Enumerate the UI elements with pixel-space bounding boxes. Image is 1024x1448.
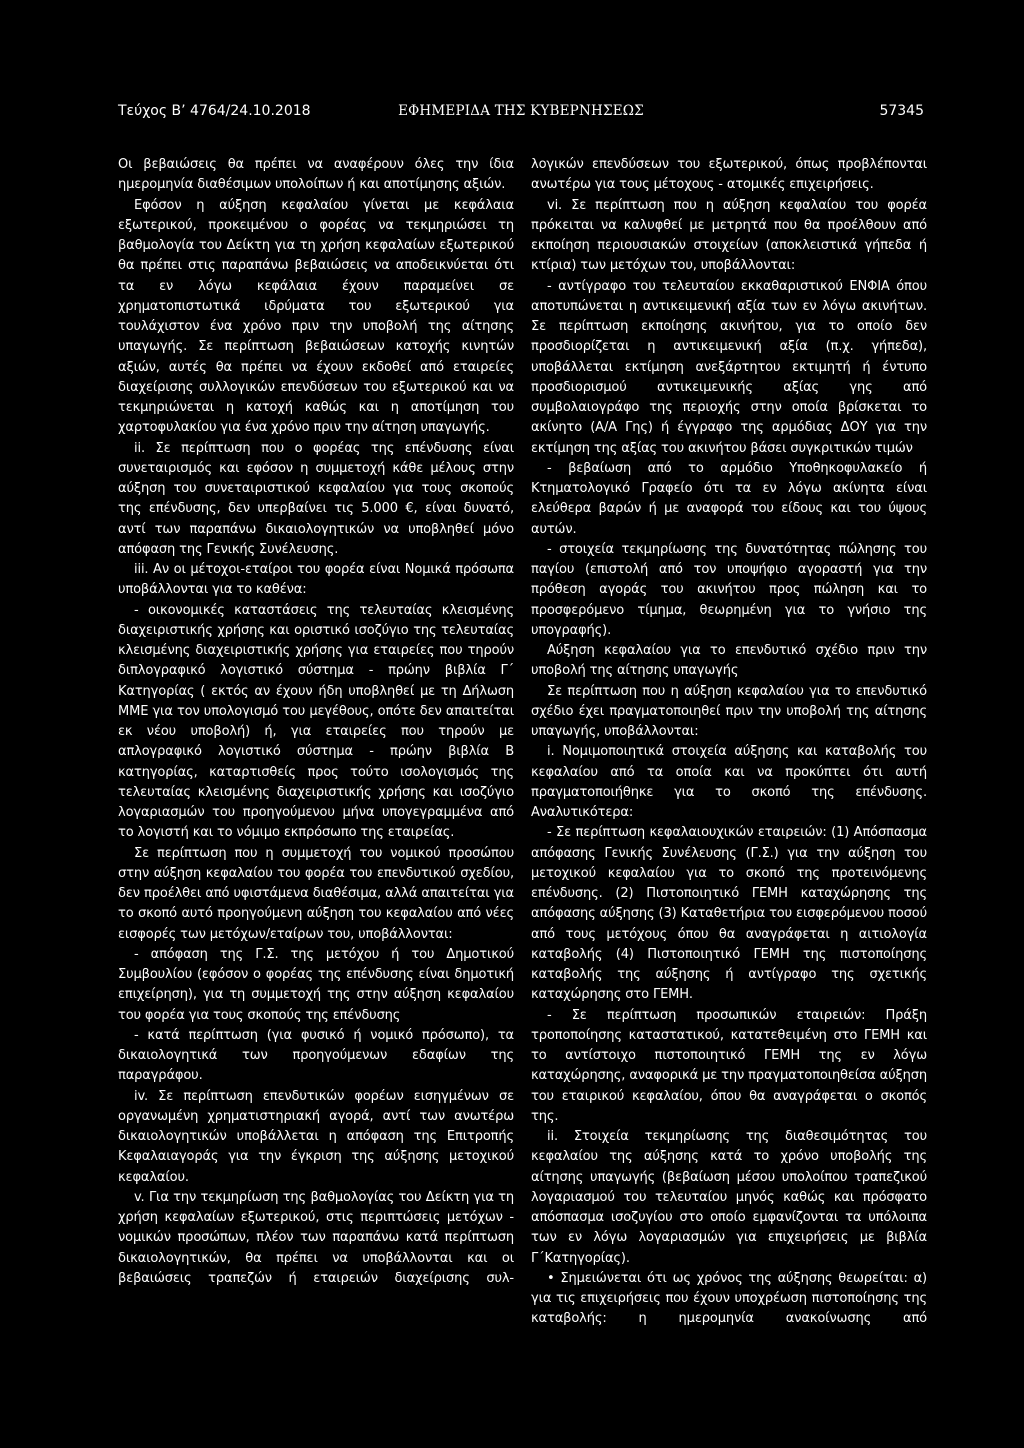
paragraph: • Σημειώνεται ότι ως χρόνος της αύξησης θεωρείται: α) για τις επιχειρήσεις που έχουν υποχρέωση πιστοποίησης της καταβολής: η ημερομηνία ανακοίνωσης από bbox=[531, 1270, 927, 1327]
paragraph: ii. Σε περίπτωση που ο φορέας της επένδυσης είναι συνεταιρισμός και εφόσον η συμμετοχή κάθε μέλους στην αύξηση του συνεταιριστικού κεφαλαίου για τους σκοπούς της επένδυσης, δεν υπερβαίνει τις 5.000 €, είναι δυνατό, αντί των παραπάνω δικαιολογητικών να υποβληθεί μόνο απόφαση της Γενικής Συνέλευσης. bbox=[118, 440, 514, 557]
paragraph: - αντίγραφο του τελευταίου εκκαθαριστικού ΕΝΦΙΑ όπου αποτυπώνεται η αντικειμενική αξία των εν λόγω ακινήτων. Σε περίπτωση εκποίησης ακινήτου, για το οποίο δεν προσδιορίζεται η αντικειμενική αξία (π.χ. γήπεδα), υποβάλλεται εκτίμηση ανεξάρτητου εκτιμητή ή έντυπο προσδιορισμού αντικειμενικής αξίας γης από συμβολαιογράφο της περιοχής στην οποία βρίσκεται το ακίνητο (Α/Α Γης) ή έγγραφο της αρμόδιας ΔΟΥ για την εκτίμηση της αξίας του ακινήτου βάσει συγκριτικών τιμών bbox=[531, 278, 927, 456]
paragraph: - βεβαίωση από το αρμόδιο Υποθηκοφυλακείο ή Κτηματολογικό Γραφείο ότι τα εν λόγω ακίνητα είναι ελεύθερα βαρών ή με αναφορά του είδους και του ύψους αυτών. bbox=[531, 460, 927, 537]
paragraph: - οικονομικές καταστάσεις της τελευταίας κλεισμένης διαχειριστικής χρήσης και οριστικό ισοζύγιο της τελευταίας κλεισμένης διαχειριστικής χρήσης για εταιρείες που τηρούν διπλογραφικό λογιστικό σύστημα - πρώην βιβλία Γ΄ Κατηγορίας ( εκτός αν έχουν ήδη υποβληθεί με τη Δήλωση ΜΜΕ για τον υπολογισμό του μεγέθους, οπότε δεν απαιτείται εκ νέου υποβολή) ή, για εταιρείες που τηρούν με απλογραφικό λογιστικό σύστημα - πρώην βιβλία Β κατηγορίας, καταρτισθείς προς τούτο ισολογισμός της τελευταίας κλεισμένης διαχειριστικής χρήσης και ισοζύγιο λογαριασμών του προηγούμενου μήνα υπογεγραμμένα από το λογιστή και το νόμιμο εκπρόσωπο της εταιρείας. bbox=[118, 602, 514, 841]
publication-title: ΕΦΗΜΕΡΙΔΑ ΤΗΣ ΚΥΒΕΡΝΗΣΕΩΣ bbox=[398, 103, 644, 119]
section-heading: Αύξηση κεφαλαίου για το επενδυτικό σχέδιο πριν την υποβολή της αίτησης υπαγωγής bbox=[531, 643, 927, 679]
paragraph: - απόφαση της Γ.Σ. της μετόχου ή του Δημοτικού Συμβουλίου (εφόσον ο φορέας της επένδυσης είναι δημοτική επιχείρηση), για τη συμμετοχή της στην αύξηση κεφαλαίου του φορέα για τους σκοπούς της επένδυσης bbox=[118, 946, 514, 1023]
paragraph: Σε περίπτωση που η αύξηση κεφαλαίου για το επενδυτικό σχέδιο έχει πραγματοποιηθεί πριν την υποβολή της αίτησης υπαγωγής, υποβάλλονται: bbox=[531, 683, 927, 739]
paragraph: λογικών επενδύσεων του εξωτερικού, όπως προβλέπονται ανωτέρω για τους μέτοχους - ατομικές επιχειρήσεις. bbox=[531, 157, 927, 193]
page-header bbox=[118, 103, 924, 123]
paragraph: i. Νομιμοποιητικά στοιχεία αύξησης και καταβολής του κεφαλαίου από τα οποία και να προκύπτει ότι αυτή πραγματοποιήθηκε για το σκοπό της επένδυσης. Αναλυτικότερα: bbox=[531, 744, 927, 820]
right-column bbox=[531, 155, 927, 1330]
paragraph: Οι βεβαιώσεις θα πρέπει να αναφέρουν όλες την ίδια ημερομηνία διαθέσιμων υπολοίπων ή και αποτίμησης αξιών. bbox=[118, 157, 514, 193]
paragraph: iv. Σε περίπτωση επενδυτικών φορέων εισηγμένων σε οργανωμένη χρηματιστηριακή αγορά, αντί των ανωτέρω δικαιολογητικών υποβάλλεται η απόφαση της Επιτροπής Κεφαλαιαγοράς για την έγκριση της αύξησης μετοχικού κεφαλαίου. bbox=[118, 1088, 514, 1185]
paragraph: - στοιχεία τεκμηρίωσης της δυνατότητας πώλησης του παγίου (επιστολή από τον υποψήφιο αγοραστή για την πρόθεση αγοράς του ακινήτου προς πώληση και το προσφερόμενο τίμημα, θεωρημένη για το γνήσιο της υπογραφής). bbox=[531, 541, 927, 638]
paragraph: Σε περίπτωση που η συμμετοχή του νομικού προσώπου στην αύξηση κεφαλαίου του φορέα του επενδυτικού σχεδίου, δεν προέλθει από υφιστάμενα διαθέσιμα, αλλά απαιτείται για το σκοπό αυτό προηγούμενη αύξηση του κεφαλαίου από νέες εισφορές των μετόχων/εταίρων του, υποβάλλονται: bbox=[118, 845, 514, 942]
paragraph: - Σε περίπτωση προσωπικών εταιρειών: Πράξη τροποποίησης καταστατικού, κατατεθειμένη στο ΓΕΜΗ και το αντίστοιχο πιστοποιητικό ΓΕΜΗ της εν λόγω καταχώρησης, αναφορικά με την πραγματοποιηθείσα αύξηση του εταιρικού κεφαλαίου, όπου θα αναγράφεται ο σκοπός της. bbox=[531, 1007, 927, 1124]
paragraph: iii. Αν οι μέτοχοι-εταίροι του φορέα είναι Νομικά πρόσωπα υποβάλλονται για το καθένα: bbox=[118, 562, 514, 598]
paragraph: ii. Στοιχεία τεκμηρίωσης της διαθεσιμότητας του κεφαλαίου της αύξησης κατά το χρόνο υποβολής της αίτησης υπαγωγής (βεβαίωση μέσου υπολοίπου τραπεζικού λογαριασμού του τελευταίου μηνός καθώς και πρόσφατο απόσπασμα ισοζυγίου στο οποίο εμφανίζονται τα υπόλοιπα των εν λόγω λογαριασμών για επιχειρήσεις με βιβλία Γ΄Κατηγορίας). bbox=[531, 1129, 927, 1266]
left-column bbox=[118, 155, 514, 1289]
page-number: 57345 bbox=[879, 103, 924, 119]
paragraph: v. Για την τεκμηρίωση της βαθμολογίας του Δείκτη για τη χρήση κεφαλαίων εξωτερικού, στις περιπτώσεις μετόχων - νομικών προσώπων, πλέον των παραπάνω κατά περίπτωση δικαιολογητικών, θα πρέπει να υποβάλλονται και οι βεβαιώσεις τραπεζών ή εταιρειών διαχείρισης συλ- bbox=[118, 1189, 514, 1286]
paragraph: Εφόσον η αύξηση κεφαλαίου γίνεται με κεφάλαια εξωτερικού, προκειμένου ο φορέας να τεκμηριώσει τη βαθμολογία του Δείκτη για τη χρήση κεφαλαίων εξωτερικού θα πρέπει στις παραπάνω βεβαιώσεις να αποδεικνύεται ότι τα εν λόγω κεφάλαια έχουν παραμείνει σε χρηματοπιστωτικά ιδρύματα του εξωτερικού για τουλάχιστον ένα χρόνο πριν την υποβολή της αίτησης υπαγωγής. Σε περίπτωση βεβαιώσεων κατοχής κινητών αξιών, αυτές θα πρέπει να έχουν εκδοθεί από εταιρείες διαχείρισης συλλογικών επενδύσεων του εξωτερικού και να τεκμηριώνεται η κατοχή καθώς και η αποτίμηση του χαρτοφυλακίου για ένα χρόνο πριν την αίτηση υπαγωγής. bbox=[118, 197, 514, 436]
paragraph: vi. Σε περίπτωση που η αύξηση κεφαλαίου του φορέα πρόκειται να καλυφθεί με μετρητά που θα προέλθουν από εκποίηση περιουσιακών στοιχείων (αποκλειστικά γήπεδα ή κτίρια) των μετόχων του, υποβάλλονται: bbox=[531, 197, 927, 274]
issue-reference: Τεύχος Β’ 4764/24.10.2018 bbox=[118, 103, 311, 119]
paragraph: - Σε περίπτωση κεφαλαιουχικών εταιρειών: (1) Απόσπασμα απόφασης Γενικής Συνέλευσης (Γ.Σ.) για την αύξηση του μετοχικού κεφαλαίου για το σκοπό της προτεινόμενης επένδυσης. (2) Πιστοποιητικό ΓΕΜΗ καταχώρησης της απόφασης αύξησης (3) Καταθετήρια του εισφερόμενου ποσού από τους μετόχους όπου θα αναγράφεται η αιτιολογία καταβολής (4) Πιστοποιητικό ΓΕΜΗ της πιστοποίησης καταβολής της αύξησης ή αντίγραφο της σχετικής καταχώρησης στο ΓΕΜΗ. bbox=[531, 825, 927, 1003]
paragraph: - κατά περίπτωση (για φυσικό ή νομικό πρόσωπο), τα δικαιολογητικά των προηγούμενων εδαφίων της παραγράφου. bbox=[118, 1027, 514, 1084]
